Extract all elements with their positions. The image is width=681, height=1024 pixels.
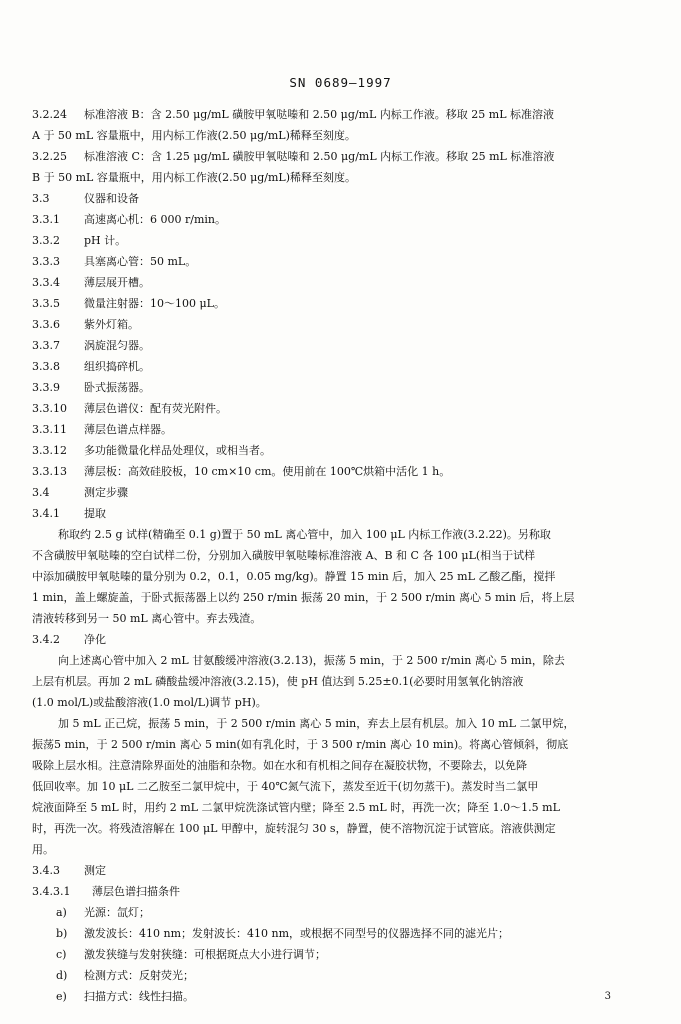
line-text: 具塞离心管：50 mL。 <box>84 255 197 268</box>
section-number: 3.3.4 <box>32 276 60 289</box>
continuation-line <box>32 167 652 188</box>
section-number: 3.4.3.1 <box>32 885 71 898</box>
section-number: 3.3.1 <box>32 213 60 226</box>
section-number: 3.3.13 <box>32 465 67 478</box>
line-text: 涡旋混匀器。 <box>84 339 150 352</box>
numbered-line <box>32 230 652 251</box>
section-heading <box>32 629 652 650</box>
line-text: 微量注射器：10～100 μL。 <box>84 297 225 310</box>
line-text: 标准溶液 C：含 1.25 μg/mL 磺胺甲氧哒嗪和 2.50 μg/mL 内标工作液。移取 25 mL 标准溶液 <box>84 150 555 163</box>
line-text: 薄层展开槽。 <box>84 276 150 289</box>
line-text: 组织捣碎机。 <box>84 360 150 373</box>
section-title: 净化 <box>84 633 106 646</box>
numbered-line <box>32 293 652 314</box>
section-number: 3.4.2 <box>32 633 60 646</box>
list-item <box>32 944 652 965</box>
line-text: 卧式振荡器。 <box>84 381 150 394</box>
section-heading <box>32 860 652 881</box>
text-line: 加 5 mL 正己烷，振荡 5 min，于 2 500 r/min 离心 5 min，弃去上层有机层。加入 10 mL 二氯甲烷， <box>58 717 575 730</box>
numbered-line <box>32 482 652 503</box>
section-title: 薄层色谱扫描条件 <box>92 885 180 898</box>
numbered-section <box>32 104 652 524</box>
text-line: 振荡5 min，于 2 500 r/min 离心 5 min(如有乳化时，于 3 500 r/min 离心 10 min)。将离心管倾斜，彻底 <box>32 738 569 751</box>
paragraph-cleanup <box>32 650 652 713</box>
line-text: 薄层色谱点样器。 <box>84 423 172 436</box>
numbered-line <box>32 209 652 230</box>
list-label: e) <box>56 990 67 1003</box>
list-text: 激发波长：410 nm；发射波长：410 nm，或根据不同型号的仪器选择不同的滤光片； <box>84 927 510 940</box>
section-number: 3.3.10 <box>32 402 67 415</box>
text-line: 不含磺胺甲氧哒嗪的空白试样二份，分别加入磺胺甲氧哒嗪标准溶液 A、B 和 C 各 100 μL(相当于试样 <box>32 549 536 562</box>
text-line: 低回收率。加 10 μL 二乙胺至二氯甲烷中，于 40℃氮气流下，蒸发至近干(切勿蒸干)。蒸发时当二氯甲 <box>32 780 539 793</box>
line-text: 仪器和设备 <box>84 192 139 205</box>
line-text: 测定步骤 <box>84 486 128 499</box>
text-line: 上层有机层。再加 2 mL 磷酸盐缓冲溶液(3.2.15)，使 pH 值达到 5.25±0.1(必要时用氢氧化钠溶液 <box>32 675 524 688</box>
section-number: 3.3.9 <box>32 381 60 394</box>
list-item <box>32 902 652 923</box>
section-number: 3.3.11 <box>32 423 67 436</box>
line-text: 提取 <box>84 507 106 520</box>
line-text: pH 计。 <box>84 234 127 247</box>
list-text: 激发狭缝与发射狭缝：可根据斑点大小进行调节； <box>84 948 326 961</box>
line-text: 高速离心机：6 000 r/min。 <box>84 213 226 226</box>
section-number: 3.2.25 <box>32 150 67 163</box>
list-item <box>32 923 652 944</box>
paragraph-cleanup-2 <box>32 713 652 860</box>
text-line: 吸除上层水相。注意清除界面处的油脂和杂物。如在水和有机相之间存在凝胶状物，不要除去，以免降 <box>32 759 527 772</box>
section-number: 3.3.12 <box>32 444 67 457</box>
numbered-line <box>32 314 652 335</box>
line-text: 薄层板：高效硅胶板，10 cm×10 cm。使用前在 100℃烘箱中活化 1 h。 <box>84 465 451 478</box>
paragraph-extraction <box>32 524 652 629</box>
list-item <box>32 965 652 986</box>
list-label: a) <box>56 906 67 919</box>
text-line: 向上述离心管中加入 2 mL 甘氨酸缓冲溶液(3.2.13)，振荡 5 min，于 2 500 r/min 离心 5 min，除去 <box>58 654 565 667</box>
section-title: 测定 <box>84 864 106 877</box>
numbered-line <box>32 335 652 356</box>
section-number: 3.3.6 <box>32 318 60 331</box>
numbered-line <box>32 419 652 440</box>
list-text: 检测方式：反射荧光； <box>84 969 194 982</box>
section-number: 3.3.2 <box>32 234 60 247</box>
list-label: c) <box>56 948 67 961</box>
section-number: 3.3.8 <box>32 360 60 373</box>
line-text: 薄层色谱仪：配有荧光附件。 <box>84 402 227 415</box>
text-line: 时，再洗一次。将残渣溶解在 100 μL 甲醇中，旋转混匀 30 s，静置，使不溶物沉淀于试管底。溶液供测定 <box>32 822 556 835</box>
numbered-line <box>32 440 652 461</box>
section-number: 3.4.3 <box>32 864 60 877</box>
numbered-line <box>32 356 652 377</box>
numbered-line <box>32 251 652 272</box>
section-heading <box>32 881 652 902</box>
numbered-line <box>32 188 652 209</box>
line-text: 多功能微量化样品处理仪，或相当者。 <box>84 444 271 457</box>
list-text: 扫描方式：线性扫描。 <box>84 990 194 1003</box>
text-line: 清液转移到另一 50 mL 离心管中。弃去残渣。 <box>32 612 262 625</box>
numbered-line <box>32 503 652 524</box>
section-number: 3.4 <box>32 486 50 499</box>
text-line: 用。 <box>32 843 54 856</box>
numbered-line <box>32 377 652 398</box>
list-item <box>32 986 652 1007</box>
section-number: 3.2.24 <box>32 108 67 121</box>
section-number: 3.3.5 <box>32 297 60 310</box>
text-line: 称取约 2.5 g 试样(精确至 0.1 g)置于 50 mL 离心管中，加入 100 μL 内标工作液(3.2.22)。另称取 <box>58 528 551 541</box>
text-line: (1.0 mol/L)或盐酸溶液(1.0 mol/L)调节 pH)。 <box>32 696 267 709</box>
continuation-line <box>32 125 652 146</box>
section-number: 3.4.1 <box>32 507 60 520</box>
line-text: A 于 50 mL 容量瓶中，用内标工作液(2.50 μg/mL)稀释至刻度。 <box>32 129 356 142</box>
numbered-line <box>32 104 652 125</box>
page-number: 3 <box>604 991 611 1002</box>
line-text: 紫外灯箱。 <box>84 318 139 331</box>
text-line: 1 min，盖上螺旋盖，于卧式振荡器上以约 250 r/min 振荡 20 min，于 2 500 r/min 离心 5 min 后，将上层 <box>32 591 575 604</box>
numbered-line <box>32 461 652 482</box>
list-label: d) <box>56 969 68 982</box>
numbered-line <box>32 146 652 167</box>
scan-conditions-list <box>32 902 652 1007</box>
section-number: 3.3 <box>32 192 50 205</box>
line-text: B 于 50 mL 容量瓶中，用内标工作液(2.50 μg/mL)稀释至刻度。 <box>32 171 357 184</box>
line-text: 标准溶液 B：含 2.50 μg/mL 磺胺甲氧哒嗪和 2.50 μg/mL 内标工作液。移取 25 mL 标准溶液 <box>84 108 555 121</box>
text-line: 烷液面降至 5 mL 时，用约 2 mL 二氯甲烷洗涤试管内壁；降至 2.5 mL 时，再洗一次；降至 1.0～1.5 mL <box>32 801 560 814</box>
text-line: 中添加磺胺甲氧哒嗪的量分别为 0.2，0.1，0.05 mg/kg)。静置 15 min 后，加入 25 mL 乙酸乙酯，搅拌 <box>32 570 556 583</box>
document-header: SN 0689—1997 <box>289 75 392 90</box>
document-body <box>32 104 652 1007</box>
numbered-line <box>32 272 652 293</box>
list-text: 光源：氙灯； <box>84 906 150 919</box>
list-label: b) <box>56 927 68 940</box>
numbered-line <box>32 398 652 419</box>
section-number: 3.3.3 <box>32 255 60 268</box>
section-number: 3.3.7 <box>32 339 60 352</box>
